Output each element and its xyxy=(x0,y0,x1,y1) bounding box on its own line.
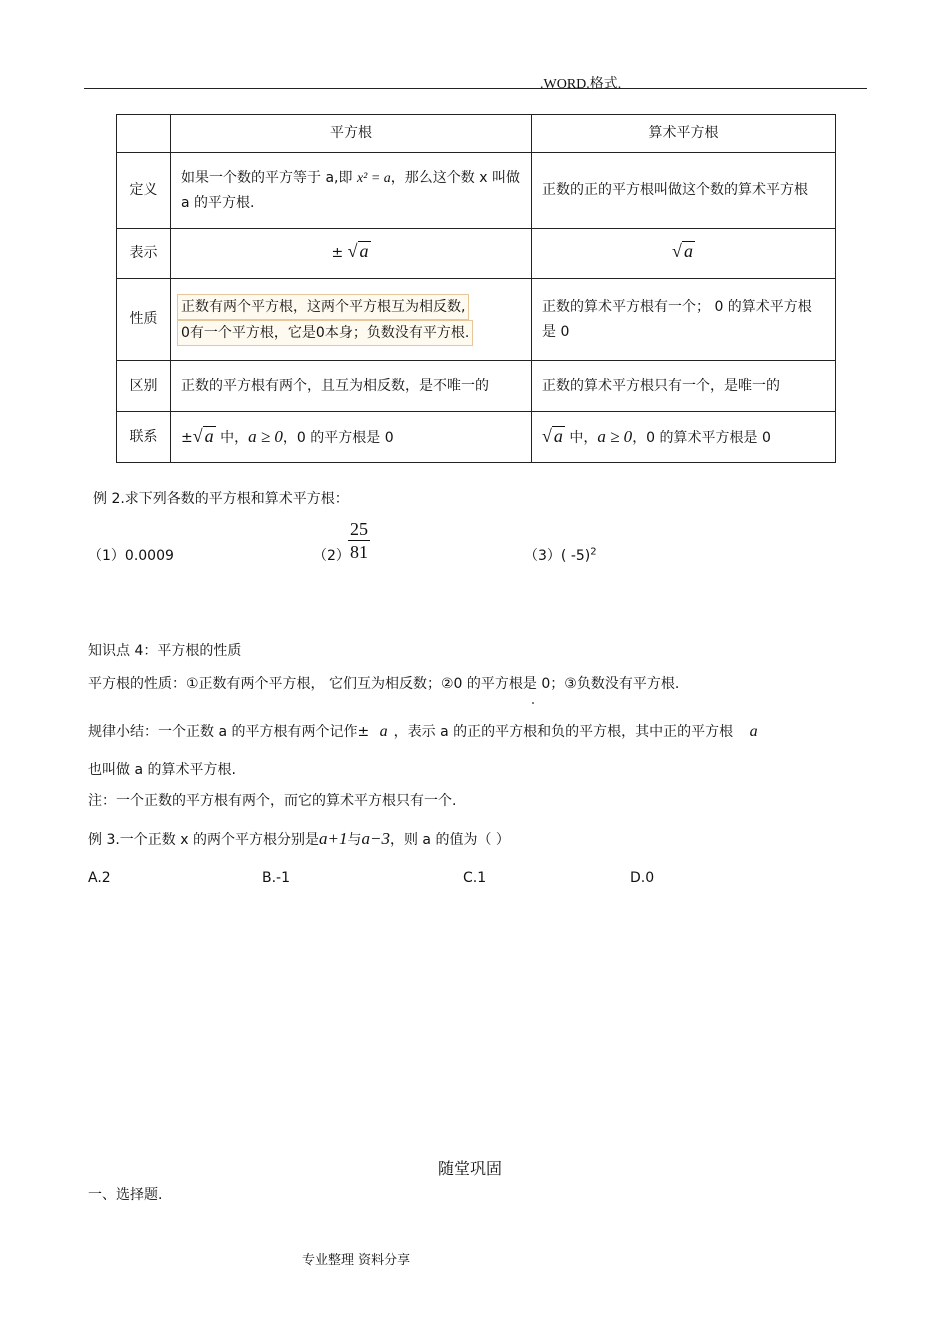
radicand: a xyxy=(359,241,369,261)
table-row xyxy=(117,361,836,412)
rule-variable: a xyxy=(379,723,388,740)
radicand: a xyxy=(204,425,214,446)
rule-summary xyxy=(88,721,758,741)
relation-text: 中， xyxy=(215,429,249,446)
condition-formula: a ≥ 0 xyxy=(248,426,283,446)
example-2-item-2-label: （2） xyxy=(313,548,350,564)
example-2-item-3 xyxy=(524,545,597,565)
radical-expression xyxy=(542,426,565,445)
table-header-row xyxy=(117,115,836,153)
table-corner-cell xyxy=(117,115,171,153)
radical-sign: √ xyxy=(542,425,552,446)
section-title: 随堂巩固 xyxy=(438,1161,503,1178)
example-2-item-1: （1）0.0009 xyxy=(88,548,174,564)
definition-formula: x² = a xyxy=(356,170,391,186)
table-row xyxy=(117,229,836,279)
expression-a-minus-3: a−3 xyxy=(361,829,390,848)
example-3-text: 例 3.一个正数 x 的两个平方根分别是 xyxy=(88,832,319,848)
definition-text-b: ，那么这个数 x 叫做 a 的平方根. xyxy=(181,169,520,211)
properties-arithmetic-root: 正数的算术平方根有一个； 0 的算术平方根是 0 xyxy=(532,279,836,361)
plus-minus-sign: ± xyxy=(181,429,193,446)
rule-summary-text: 规律小结：一个正数 a 的平方根有两个记作± xyxy=(88,724,370,740)
properties-square-root xyxy=(171,279,532,361)
note: 注：一个正数的平方根有两个，而它的算术平方根只有一个. xyxy=(88,793,457,809)
option-b: B.-1 xyxy=(262,870,291,886)
highlighted-property-line-2: 0有一个平方根，它是0本身；负数没有平方根. xyxy=(177,320,473,346)
col-header-square-root: 平方根 xyxy=(171,115,532,153)
example-2-item-3-base: （3）( -5) xyxy=(524,548,591,564)
radical-sign: √ xyxy=(672,241,682,261)
stray-dot xyxy=(532,702,534,704)
radical-expression xyxy=(348,241,371,260)
option-c: C.1 xyxy=(463,870,487,886)
table-row xyxy=(117,153,836,229)
exponent: 2 xyxy=(590,546,597,558)
notation-arithmetic-root xyxy=(532,229,836,279)
notation-square-root xyxy=(171,229,532,279)
definition-text-a: 如果一个数的平方等于 a,即 xyxy=(181,169,357,186)
radicand: a xyxy=(683,241,693,261)
rule-summary-line-2: 也叫做 a 的算术平方根. xyxy=(88,762,236,778)
example-2-title: 例 2.求下列各数的平方根和算术平方根： xyxy=(93,491,349,507)
fraction-denominator: 81 xyxy=(350,542,368,562)
definition-arithmetic-root: 正数的正的平方根叫做这个数的算术平方根 xyxy=(532,153,836,229)
relation-text: ，0 的算术平方根是 0 xyxy=(632,429,771,446)
table-row xyxy=(117,412,836,463)
plus-minus-sign: ± xyxy=(331,245,344,261)
option-d: D.0 xyxy=(630,870,655,886)
radical-expression xyxy=(193,426,216,445)
table-row xyxy=(117,279,836,361)
row-label-relation: 联系 xyxy=(117,412,171,463)
row-label-definition: 定义 xyxy=(117,153,171,229)
fraction-25-81 xyxy=(348,518,370,563)
option-a: A.2 xyxy=(88,870,111,886)
section-subtitle: 一、选择题. xyxy=(88,1187,163,1203)
definition-square-root xyxy=(171,153,532,229)
expression-a-plus-1: a+1 xyxy=(319,829,348,848)
radicand: a xyxy=(553,425,563,446)
row-label-properties: 性质 xyxy=(117,279,171,361)
rule-variable: a xyxy=(749,723,758,740)
relation-text: ，0 的平方根是 0 xyxy=(282,429,394,446)
rule-summary-text: ，表示 a 的正的平方根和负的平方根，其中正的平方根 xyxy=(393,724,734,740)
footer-text: 专业整理 资料分享 xyxy=(302,1253,411,1268)
square-root-properties: 平方根的性质：①正数有两个平方根， 它们互为相反数；②0 的平方根是 0；③负数没有平方根. xyxy=(88,676,680,692)
difference-square-root: 正数的平方根有两个，且互为相反数，是不唯一的 xyxy=(171,361,532,412)
radical-expression xyxy=(672,241,695,260)
header-rule xyxy=(84,88,867,89)
relation-arithmetic-root xyxy=(532,412,836,463)
radical-sign: √ xyxy=(192,425,203,446)
difference-arithmetic-root: 正数的算术平方根只有一个，是唯一的 xyxy=(532,361,836,412)
example-3-text: 与 xyxy=(347,832,362,848)
highlighted-property-line-1: 正数有两个平方根，这两个平方根互为相反数, xyxy=(177,294,469,320)
header-text: .WORD.格式. xyxy=(540,77,622,92)
example-3-question xyxy=(88,829,510,849)
relation-text: 中， xyxy=(564,429,598,446)
row-label-difference: 区别 xyxy=(117,361,171,412)
row-label-notation: 表示 xyxy=(117,229,171,279)
example-3-text: ，则 a 的值为（ ） xyxy=(389,832,510,848)
knowledge-point-4-title: 知识点 4：平方根的性质 xyxy=(88,643,242,659)
condition-formula: a ≥ 0 xyxy=(597,426,633,446)
relation-square-root xyxy=(171,412,532,463)
radical-sign: √ xyxy=(347,241,358,261)
comparison-table xyxy=(116,114,836,463)
col-header-arithmetic-square-root: 算术平方根 xyxy=(532,115,836,153)
fraction-numerator: 25 xyxy=(350,519,368,539)
